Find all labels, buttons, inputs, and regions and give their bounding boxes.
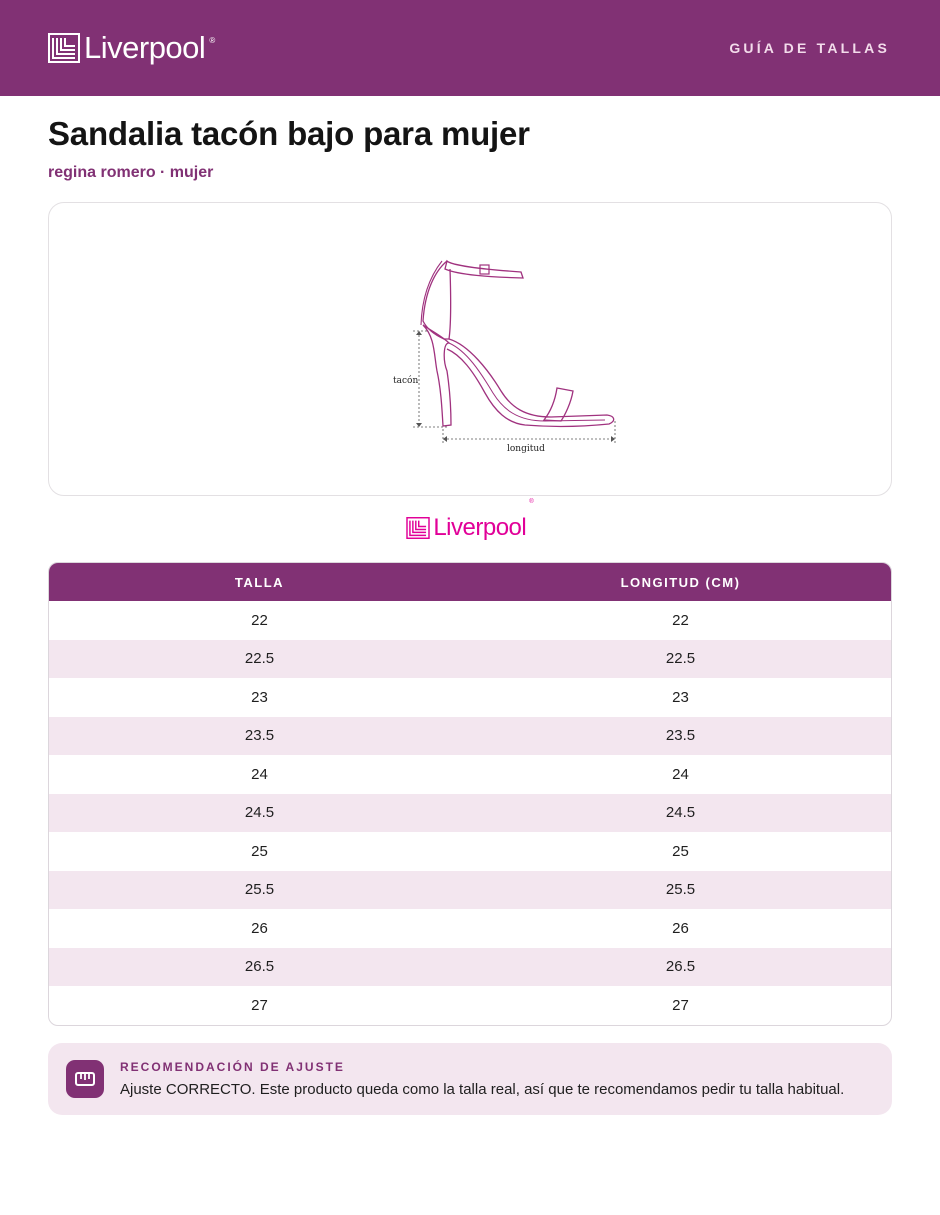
table-row (49, 871, 891, 910)
size-guide-label: GUÍA DE TALLAS (729, 40, 890, 56)
ankle-strap (445, 261, 523, 278)
length-cell: 24 (672, 765, 689, 783)
table-row (49, 755, 891, 794)
size-table (48, 562, 892, 1026)
product-heading (0, 96, 940, 182)
column-header-length: LONGITUD (CM) (470, 563, 891, 601)
size-cell: 23.5 (49, 717, 470, 756)
table-header-row (49, 563, 891, 601)
recommendation-body: Ajuste CORRECTO. Este producto queda como la talla real, así que te recomendamos pedir tu talla habitual. (120, 1080, 845, 1098)
fit-recommendation (48, 1043, 892, 1115)
table-row (49, 794, 891, 833)
trademark-mark: ® (209, 36, 216, 45)
size-cell: 27 (251, 996, 268, 1014)
length-cell: 23 (672, 688, 689, 706)
watermark-trademark: ® (529, 499, 534, 505)
length-cell: 22.5 (470, 640, 891, 679)
page-title: Sandalia tacón bajo para mujer (48, 115, 530, 152)
size-cell: 23 (251, 688, 268, 706)
measurement-diagram-card (48, 202, 892, 496)
length-cell: 22 (672, 611, 689, 629)
length-cell: 25 (672, 842, 689, 860)
table-row (49, 909, 891, 948)
table-row (49, 640, 891, 679)
top-bar (0, 0, 940, 96)
liverpool-logo-icon (48, 33, 80, 63)
liverpool-logo-small-icon (406, 517, 430, 539)
size-cell: 26.5 (49, 948, 470, 987)
table-row (49, 948, 891, 987)
brand-name: Liverpool (84, 30, 206, 65)
watermark-brand-name: Liverpool (433, 514, 527, 541)
heel-height-label: tacón (393, 376, 419, 386)
size-cell: 25.5 (49, 871, 470, 910)
product-brand-category: regina romero · mujer (48, 164, 214, 181)
length-label: longitud (507, 444, 545, 454)
size-cell: 24.5 (49, 794, 470, 833)
size-cell: 22.5 (49, 640, 470, 679)
length-cell: 25.5 (470, 871, 891, 910)
size-cell: 25 (251, 842, 268, 860)
sandal-sole (447, 339, 614, 426)
size-cell: 22 (251, 611, 268, 629)
brand-logo[interactable] (48, 30, 215, 66)
table-row (49, 717, 891, 756)
recommendation-text (120, 1060, 844, 1098)
size-cell: 26 (251, 919, 268, 937)
recommendation-title: RECOMENDACIÓN DE AJUSTE (120, 1059, 345, 1074)
table-row (49, 986, 891, 1025)
length-cell: 26.5 (470, 948, 891, 987)
column-header-size: TALLA (49, 563, 470, 601)
table-row (49, 678, 891, 717)
brand-watermark (0, 496, 940, 560)
table-row (49, 601, 891, 640)
ruler-icon (66, 1060, 104, 1098)
length-cell: 24.5 (470, 794, 891, 833)
sandal-measurement-diagram (339, 221, 629, 481)
stiletto-heel (423, 325, 451, 426)
length-cell: 27 (672, 996, 689, 1014)
table-row (49, 832, 891, 871)
length-cell: 23.5 (470, 717, 891, 756)
length-cell: 26 (672, 919, 689, 937)
size-cell: 24 (251, 765, 268, 783)
